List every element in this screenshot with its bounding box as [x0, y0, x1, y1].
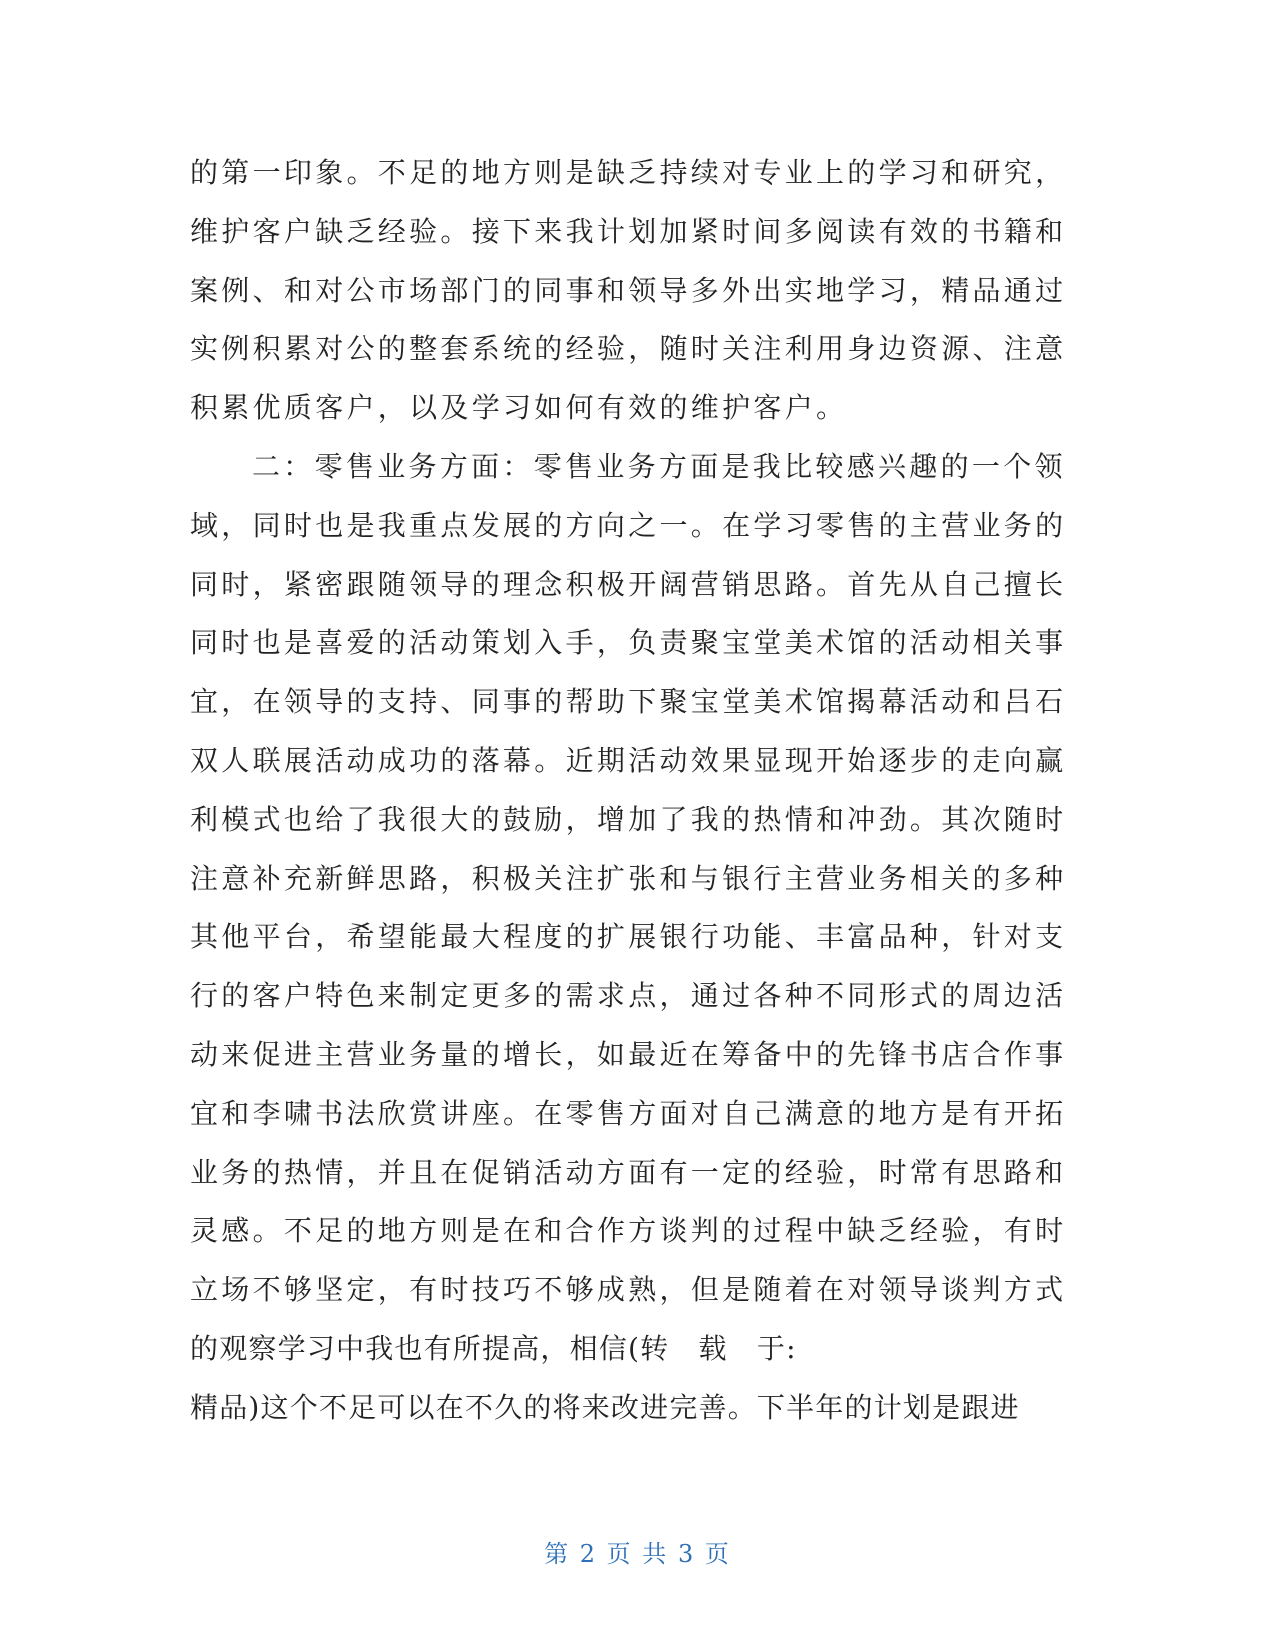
text-line: 积累优质客户，以及学习如何有效的维护客户。	[190, 391, 848, 425]
text-line: 的观察学习中我也有所提高，相信(转 载 于:	[190, 1331, 797, 1365]
text-line: 精品)这个不足可以在不久的将来改进完善。下半年的计划是跟进	[190, 1390, 1020, 1424]
text-line: 其他平台，希望能最大程度的扩展银行功能、丰富品种，针对支	[190, 920, 1067, 954]
text-line: 利模式也给了我很大的鼓励，增加了我的热情和冲劲。其次随时	[190, 802, 1067, 836]
text-line: 注意补充新鲜思路，积极关注扩张和与银行主营业务相关的多种	[190, 861, 1067, 895]
text-line: 宜，在领导的支持、同事的帮助下聚宝堂美术馆揭幕活动和吕石	[190, 685, 1067, 719]
text-line: 维护客户缺乏经验。接下来我计划加紧时间多阅读有效的书籍和	[190, 214, 1067, 248]
text-line: 双人联展活动成功的落幕。近期活动效果显现开始逐步的走向赢	[190, 743, 1067, 777]
text-line: 立场不够坚定，有时技巧不够成熟，但是随着在对领导谈判方式	[190, 1273, 1067, 1307]
text-line: 同时，紧密跟随领导的理念积极开阔营销思路。首先从自己擅长	[190, 567, 1067, 601]
text-line: 同时也是喜爱的活动策划入手，负责聚宝堂美术馆的活动相关事	[190, 626, 1067, 660]
page-number-footer: 第 2 页 共 3 页	[544, 1540, 731, 1568]
text-line: 动来促进主营业务量的增长，如最近在筹备中的先锋书店合作事	[190, 1037, 1067, 1071]
text-line: 业务的热情，并且在促销活动方面有一定的经验，时常有思路和	[190, 1155, 1067, 1189]
text-line: 案例、和对公市场部门的同事和领导多外出实地学习，精品通过	[190, 273, 1067, 307]
text-line: 行的客户特色来制定更多的需求点，通过各种不同形式的周边活	[190, 979, 1067, 1013]
paragraph-start-line: 二：零售业务方面：零售业务方面是我比较感兴趣的一个领	[252, 449, 1066, 483]
text-line: 域，同时也是我重点发展的方向之一。在学习零售的主营业务的	[190, 508, 1067, 542]
text-line: 的第一印象。不足的地方则是缺乏持续对专业上的学习和研究，	[190, 156, 1067, 189]
text-line: 实例积累对公的整套系统的经验，随时关注利用身边资源、注意	[190, 332, 1067, 366]
text-line: 宜和李啸书法欣赏讲座。在零售方面对自己满意的地方是有开拓	[190, 1096, 1067, 1130]
text-line: 灵感。不足的地方则是在和合作方谈判的过程中缺乏经验，有时	[190, 1214, 1067, 1248]
body-text	[190, 144, 1090, 1438]
